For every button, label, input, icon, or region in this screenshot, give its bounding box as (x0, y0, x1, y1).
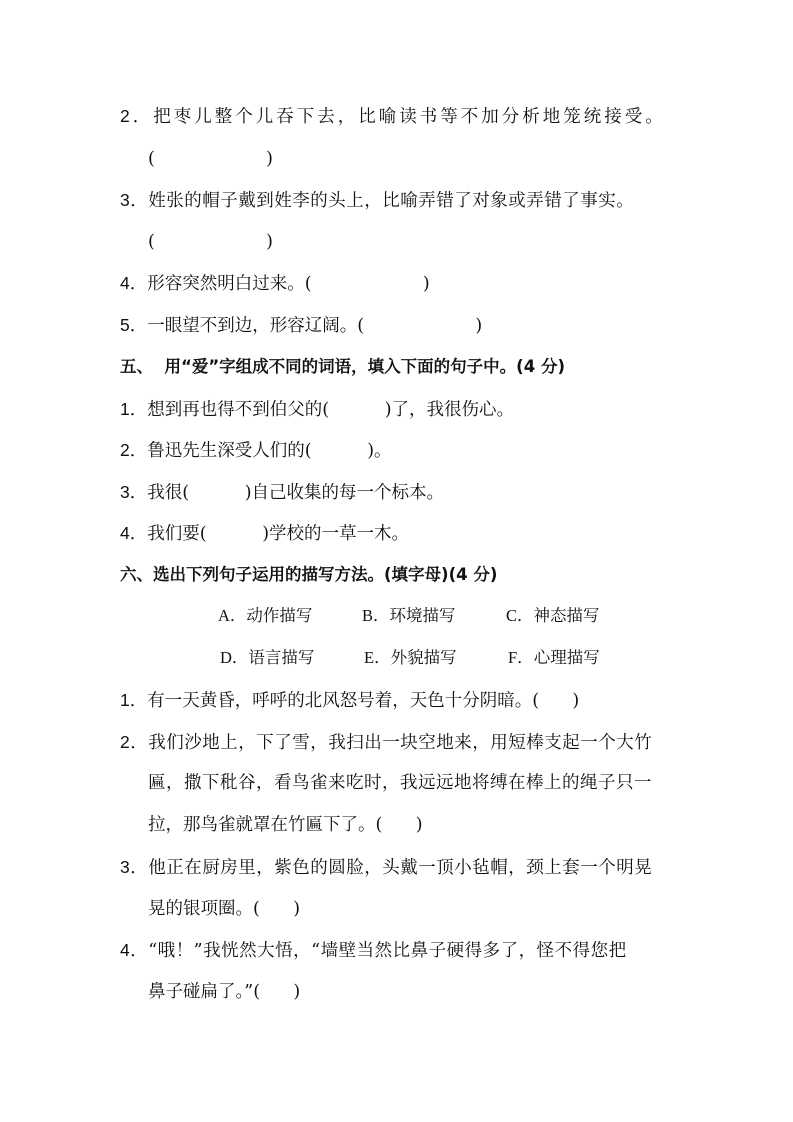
section-heading-6: 六、选出下列句子运用的描写方法。(填字母)(4 分) (120, 565, 498, 584)
describe-item-2 (120, 730, 652, 755)
idiom-item-3 (120, 188, 634, 213)
item-text-continued: 晃的银项圈。( ) (148, 899, 301, 919)
item-text: 一眼望不到边，形容辽阔。( ) (147, 316, 483, 336)
idiom-item-4 (120, 271, 430, 296)
item-number: 4． (120, 940, 149, 960)
item-text-continued: 鼻子碰扁了。”( ) (148, 982, 301, 1002)
option-b: B．环境描写 (362, 606, 456, 625)
item-text: 我们沙地上，下了雪，我扫出一块空地来，用短棒支起一个大竹 (148, 733, 653, 753)
fill-item-3 (120, 480, 444, 505)
item-number: 4． (120, 523, 148, 543)
item-text: 形容突然明白过来。( ) (147, 274, 430, 294)
item-text: 把枣儿整个儿吞下去，比喻读书等不加分析地笼统接受。 (153, 107, 666, 127)
option-a: A．动作描写 (218, 606, 313, 625)
item-number: 2． (120, 732, 149, 752)
item-number: 2． (120, 106, 154, 126)
item-text: 我们要( )学校的一草一木。 (147, 524, 410, 544)
answer-blank[interactable]: ( ) (148, 232, 273, 252)
option-d: D．语言描写 (220, 648, 315, 667)
describe-item-1 (120, 688, 579, 713)
section-heading-5: 五、 用“爱”字组成不同的词语，填入下面的句子中。(4 分) (120, 357, 565, 376)
item-text: 姓张的帽子戴到姓李的头上，比喻弄错了对象或弄错了事实。 (148, 191, 635, 211)
describe-item-3 (120, 855, 652, 880)
item-number: 5． (120, 315, 148, 335)
option-e: E．外貌描写 (364, 648, 457, 667)
item-text: 想到再也得不到伯父的( )了，我很伤心。 (147, 400, 515, 420)
idiom-item-5 (120, 313, 482, 338)
fill-item-1 (120, 397, 514, 422)
describe-item-4 (120, 938, 627, 963)
item-number: 1． (120, 690, 148, 710)
item-number: 4． (120, 273, 148, 293)
item-number: 3． (120, 190, 149, 210)
item-text: 他正在厨房里，紫色的圆脸，头戴一顶小毡帽，颈上套一个明晃 (148, 858, 653, 878)
item-text-continued: 匾，撒下秕谷，看鸟雀来吃时，我远远地将缚在棒上的绳子只一 (148, 773, 652, 793)
item-text: 有一天黄昏，呼呼的北风怒号着，天色十分阴暗。( ) (147, 691, 580, 711)
item-number: 3． (120, 482, 148, 502)
option-f: F．心理描写 (508, 648, 600, 667)
option-c: C．神态描写 (506, 606, 600, 625)
item-number: 3． (120, 857, 149, 877)
fill-item-4 (120, 521, 409, 546)
item-text: “哦！”我恍然大悟，“墙壁当然比鼻子硬得多了，怪不得您把 (148, 941, 627, 961)
item-number: 2． (120, 440, 148, 460)
item-text-continued: 拉，那鸟雀就罩在竹匾下了。( ) (148, 815, 423, 835)
idiom-item-2 (120, 104, 666, 129)
answer-blank[interactable]: ( ) (148, 149, 273, 169)
item-number: 1． (120, 399, 148, 419)
item-text: 鲁迅先生深受人们的( )。 (147, 441, 392, 461)
fill-item-2 (120, 438, 392, 463)
item-text: 我很( )自己收集的每一个标本。 (147, 483, 445, 503)
